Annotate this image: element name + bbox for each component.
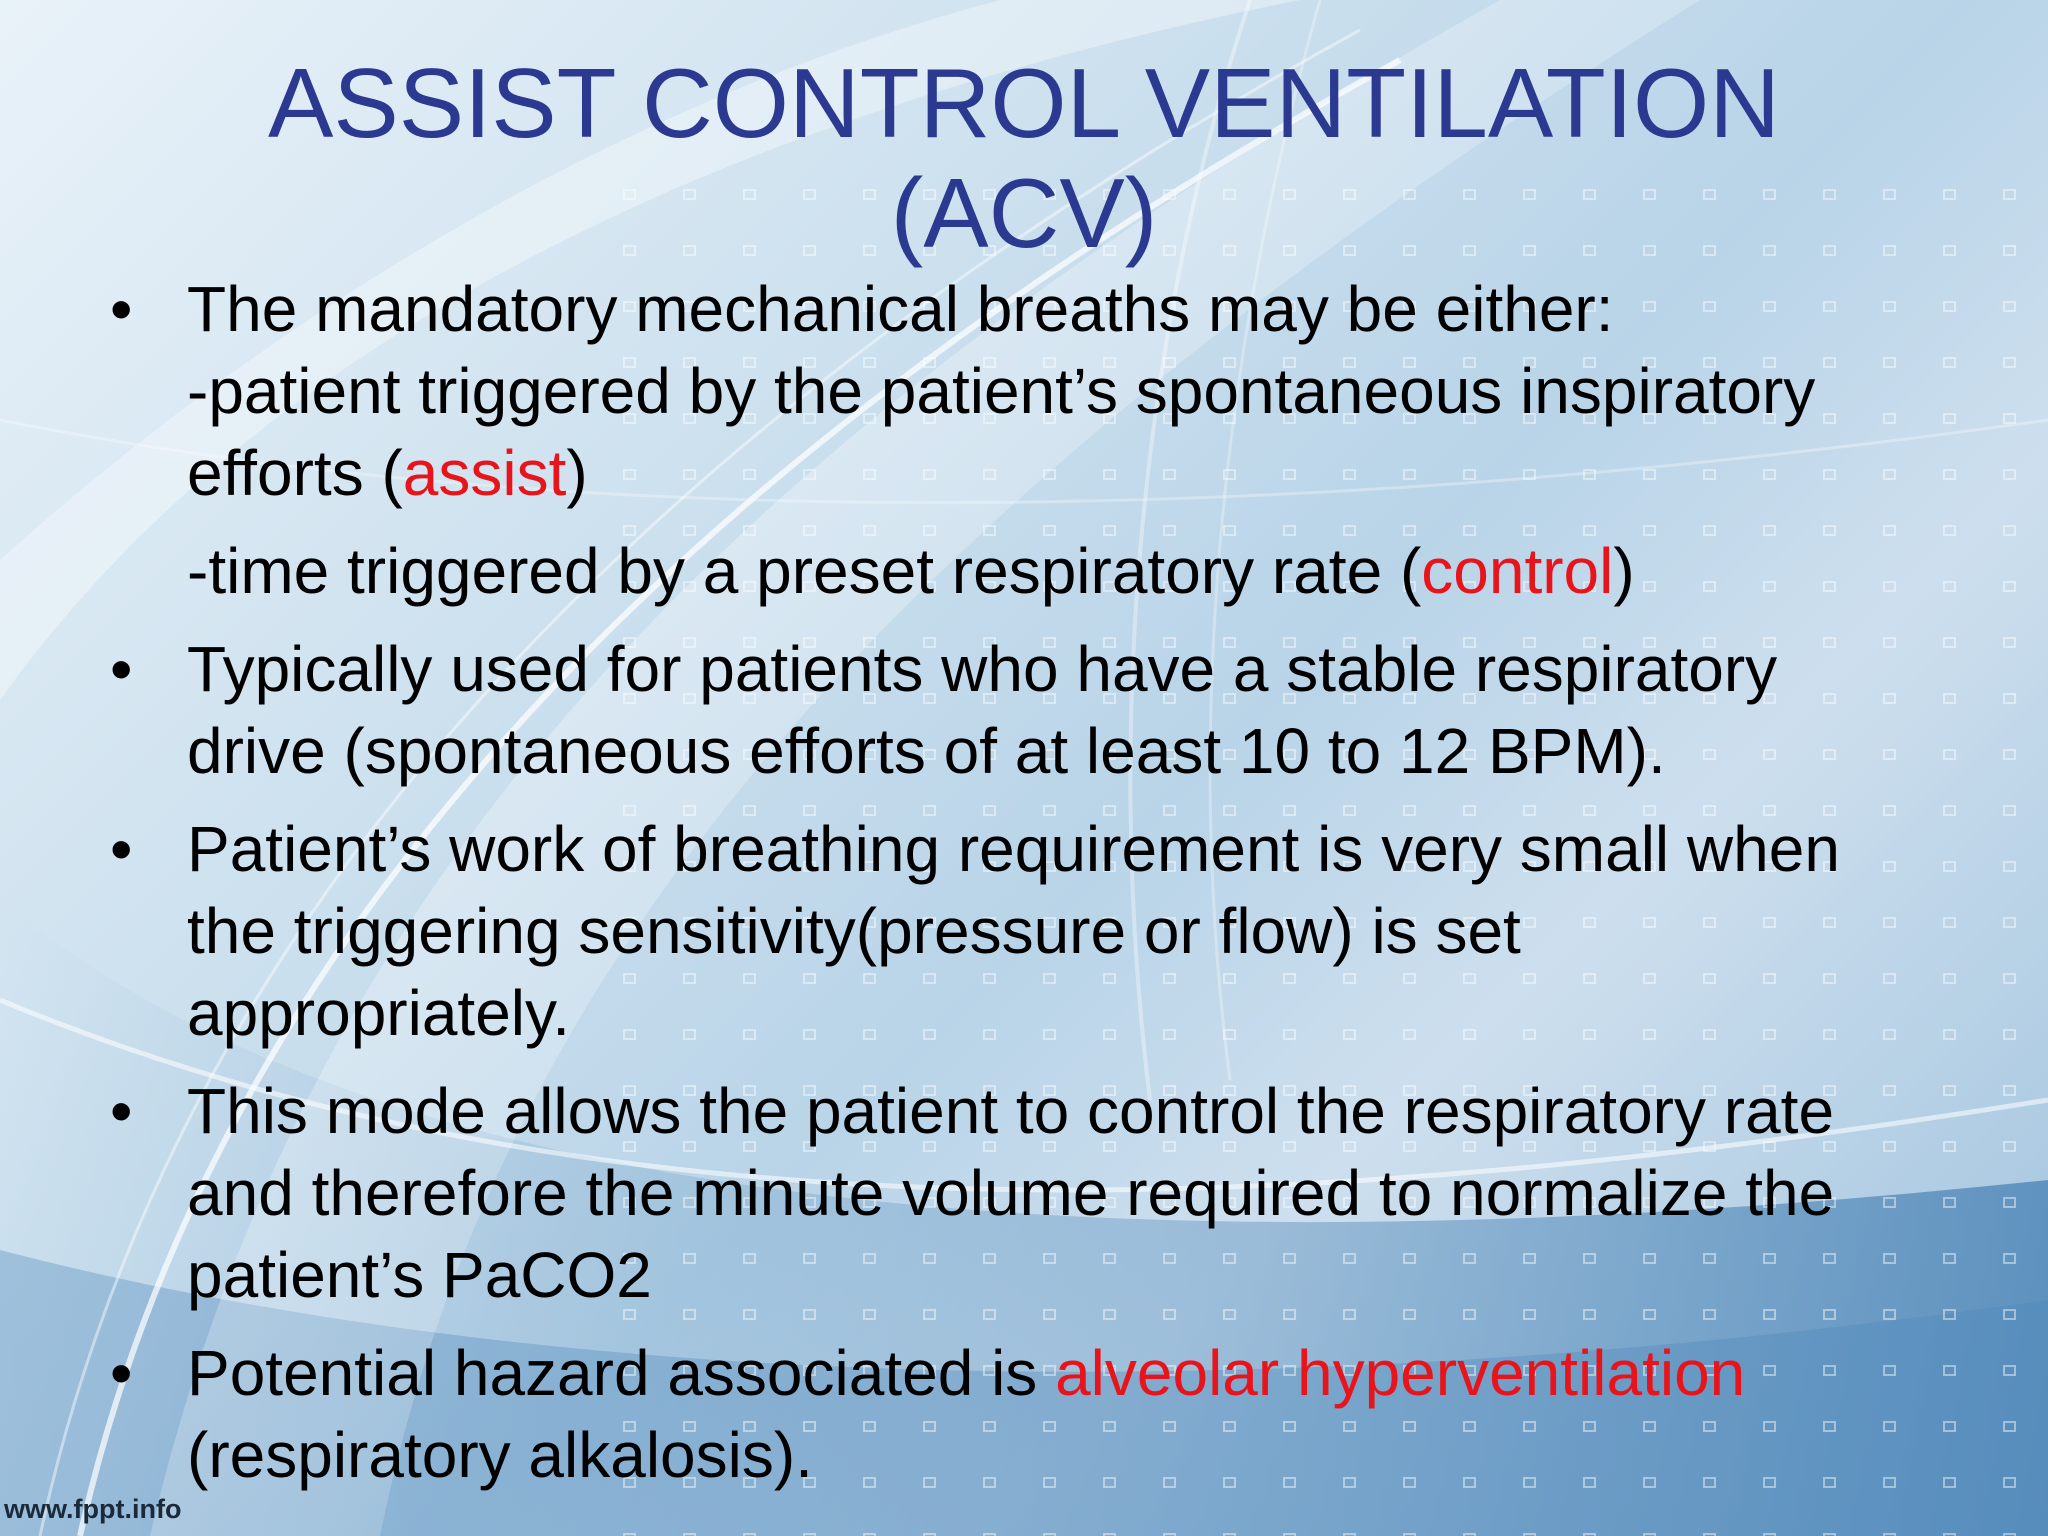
title-line-1: ASSIST CONTROL VENTILATION (267, 48, 1780, 158)
bullet-2-line-2: drive (spontaneous efforts of at least 10 to 12 BPM). (187, 715, 1666, 787)
bullet-item-2 (110, 628, 1990, 792)
bullet-marker: • (110, 273, 133, 345)
bullet-marker: • (110, 1337, 133, 1409)
bullet-4-line-1: This mode allows the patient to control the respiratory rate (187, 1075, 1835, 1147)
highlight-alveolar-hyperventilation: alveolar hyperventilation (1055, 1337, 1746, 1409)
bullet-1-line-3: efforts (assist) (187, 437, 588, 509)
bullet-item-4 (110, 1070, 1990, 1316)
bullet-3-line-3: appropriately. (187, 977, 571, 1049)
highlight-control: control (1421, 535, 1614, 607)
bullet-item-5 (110, 1332, 1990, 1496)
bullet-4-line-3: patient’s PaCO2 (187, 1239, 652, 1311)
bullet-3-line-2: the triggering sensitivity(pressure or flow) is set (187, 895, 1521, 967)
bullet-item-1 (110, 268, 1990, 514)
bullet-1-line-2: -patient triggered by the patient’s spontaneous inspiratory (187, 355, 1816, 427)
bullet-5-line-2: (respiratory alkalosis). (187, 1419, 813, 1491)
bullet-5-line-1: Potential hazard associated is alveolar hyperventilation (187, 1337, 1746, 1409)
bullet-marker: • (110, 1075, 133, 1147)
title-line-2: (ACV) (890, 158, 1158, 268)
bullet-marker: • (110, 813, 133, 885)
bullet-1-line-1: The mandatory mechanical breaths may be either: (187, 273, 1614, 345)
bullet-2-line-1: Typically used for patients who have a stable respiratory (187, 633, 1778, 705)
bullet-item-3 (110, 808, 1990, 1054)
slide-title (0, 48, 2048, 268)
bullet-1-subpoint: -time triggered by a preset respiratory rate (control) (187, 535, 1635, 607)
bullet-3-line-1: Patient’s work of breathing requirement is very small when (187, 813, 1840, 885)
footer-watermark: www.fppt.info (4, 1494, 182, 1524)
bullet-marker: • (110, 633, 133, 705)
bullet-list (110, 268, 1990, 1512)
bullet-4-line-2: and therefore the minute volume required to normalize the (187, 1157, 1835, 1229)
highlight-assist: assist (402, 437, 567, 509)
